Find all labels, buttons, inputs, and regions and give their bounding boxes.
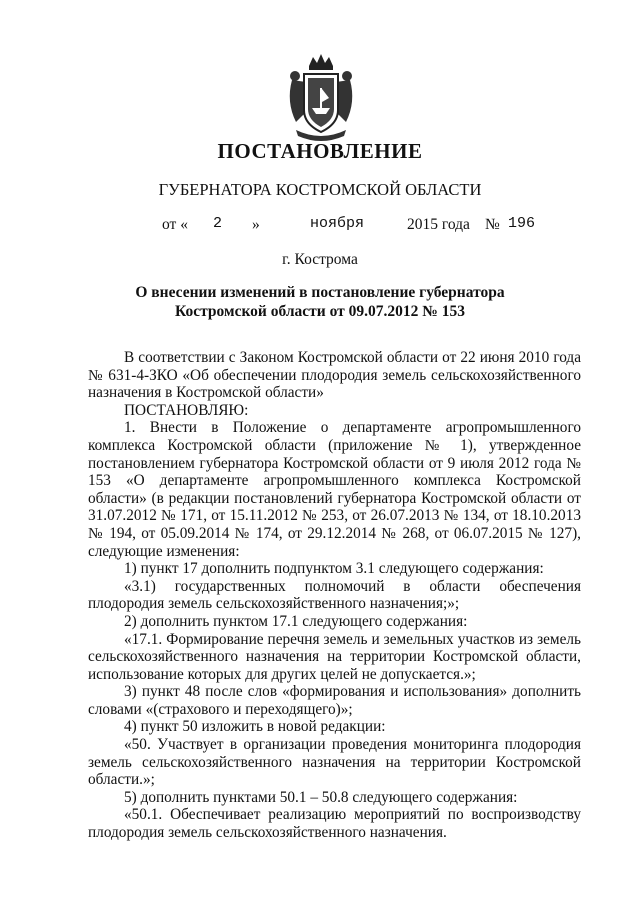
date-year: 2015 года: [407, 216, 470, 233]
subject-heading: [0, 283, 640, 321]
date-month: ноября: [310, 215, 365, 232]
document-title: ПОСТАНОВЛЕНИЕ: [217, 139, 423, 163]
subject-line-1: О внесении изменений в постановление губернатора: [135, 284, 505, 301]
paragraph: «17.1. Формирование перечня земель и земельных участков из земель сельскохозяйственного назначения на территории Костромской области, использование которых для других целей не допускается.»;: [88, 630, 581, 683]
paragraph: 4) пункт 50 изложить в новой редакции:: [124, 718, 386, 736]
coat-of-arms-icon: [282, 52, 360, 142]
document-number: 196: [508, 215, 536, 232]
paragraph: 2) дополнить пунктом 17.1 следующего содержания:: [124, 612, 468, 630]
paragraph: «50. Участвует в организации проведения мониторинга плодородия земель сельскохозяйственного назначения на территории Костромской области.»;: [88, 736, 581, 789]
subject-line-2: Костромской области от 09.07.2012 № 153: [175, 303, 465, 320]
city-line: г. Кострома: [282, 251, 358, 268]
paragraph: 1) пункт 17 дополнить подпунктом 3.1 следующего содержания:: [124, 560, 544, 578]
paragraph: 1. Внести в Положение о департаменте агропромышленного комплекса Костромской области (приложение № 1), утвержденное постановлением губернатора Костромской области от 9 июля 2012 года № 153 «О департаменте агропромышленного комплекса Костромской области» (в редакции постановлений губернатора Костромской области от 31.07.2012 № 171, от 15.11.2012 № 253, от 26.07.2013 № 134, от 18.10.2013 № 194, от 05.09.2014 № 174, от 29.12.2014 № 268, от 06.07.2015 № 127), следующие изменения:: [88, 419, 581, 560]
number-sign: №: [485, 216, 500, 233]
date-prefix: от «: [162, 216, 188, 233]
date-line: [0, 216, 640, 238]
paragraph: ПОСТАНОВЛЯЮ:: [124, 401, 249, 419]
paragraph: 3) пункт 48 после слов «формирования и использования» дополнить словами «(страхового и переходящего)»;: [88, 683, 581, 718]
paragraph: В соответствии с Законом Костромской области от 22 июня 2010 года № 631-4-ЗКО «Об обеспечении плодородия земель сельскохозяйственного назначения в Костромской области»: [88, 349, 581, 402]
paragraph: «50.1. Обеспечивает реализацию мероприятий по воспроизводству плодородия земель сельскохозяйственного назначения.: [88, 806, 581, 842]
paragraph: 5) дополнить пунктами 50.1 – 50.8 следующего содержания:: [124, 788, 518, 806]
paragraph: «3.1) государственных полномочий в области обеспечения плодородия земель сельскохозяйственного назначения;»;: [88, 577, 581, 613]
date-day-close: »: [252, 216, 260, 233]
issuer-title: ГУБЕРНАТОРА КОСТРОМСКОЙ ОБЛАСТИ: [158, 180, 482, 199]
date-day: 2: [213, 215, 223, 232]
document-body: [88, 349, 581, 842]
